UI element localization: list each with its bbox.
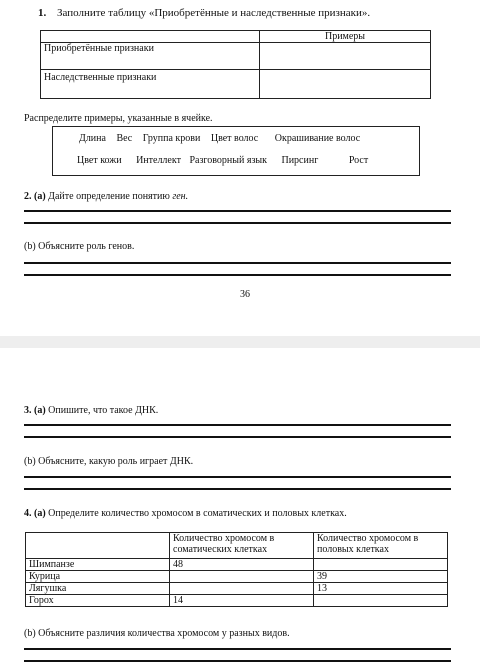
- somatic-count: 48: [170, 559, 314, 571]
- sex-cell-count-input[interactable]: [314, 595, 448, 607]
- chromosome-table-header: [26, 533, 448, 559]
- chromosome-row: [26, 595, 448, 607]
- example-item: Группа крови: [142, 133, 201, 144]
- q1-heading: [38, 7, 370, 19]
- traits-row-label: Приобретённые признаки: [41, 43, 260, 70]
- answer-line[interactable]: [24, 488, 451, 490]
- answer-line[interactable]: [24, 262, 451, 264]
- q3b-question: [24, 456, 193, 467]
- page-separator: [0, 336, 480, 348]
- q2b-label: (b): [24, 241, 36, 252]
- example-item: Длина: [79, 133, 106, 144]
- q4a-text: Определите количество хромосом в соматических и половых клетках.: [48, 508, 347, 519]
- q3a-label: 3. (а): [24, 405, 46, 416]
- examples-box: [52, 126, 420, 176]
- q4b-question: [24, 628, 290, 639]
- chromosome-row: [26, 559, 448, 571]
- chromosome-row: [26, 571, 448, 583]
- q1-text: Заполните таблицу «Приобретённые и наследственные признаки».: [57, 7, 371, 19]
- q3b-text: Объясните, какую роль играет ДНК.: [38, 456, 194, 467]
- q2a-label: 2. (а): [24, 191, 46, 202]
- q2a-term: ген.: [172, 191, 189, 202]
- example-item: Цвет кожи: [77, 155, 122, 166]
- example-item: Пирсинг: [281, 155, 319, 166]
- q2b-question: [24, 241, 134, 252]
- sex-cell-count-input[interactable]: [314, 559, 448, 571]
- answer-line[interactable]: [24, 222, 451, 224]
- answer-line[interactable]: [24, 274, 451, 276]
- q3a-text: Опишите, что такое ДНК.: [48, 405, 159, 416]
- traits-row-label: Наследственные признаки: [41, 70, 260, 99]
- chromosome-table: [25, 532, 448, 607]
- somatic-count-input[interactable]: [170, 571, 314, 583]
- q4b-label: (b): [24, 628, 36, 639]
- example-item: Вес: [116, 133, 133, 144]
- example-item: Разговорный язык: [189, 155, 267, 166]
- answer-line[interactable]: [24, 436, 451, 438]
- example-item: Окрашивание волос: [274, 133, 361, 144]
- traits-row-hereditary: [41, 70, 431, 99]
- answer-line[interactable]: [24, 648, 451, 650]
- traits-table-header: [41, 31, 431, 43]
- traits-header-examples: Примеры: [260, 31, 431, 43]
- chromosome-header-sex: Количество хромосом в половых клетках: [314, 533, 448, 559]
- traits-header-empty: [41, 31, 260, 43]
- chromosome-header-species: [26, 533, 170, 559]
- chromosome-row: [26, 583, 448, 595]
- traits-table: [40, 30, 431, 99]
- q4a-question: [24, 508, 347, 519]
- answer-line[interactable]: [24, 660, 451, 662]
- q2a-text: Дайте определение понятию: [48, 191, 170, 202]
- traits-answer-cell[interactable]: [260, 70, 431, 99]
- example-item: Рост: [348, 155, 369, 166]
- q4a-label: 4. (а): [24, 508, 46, 519]
- traits-answer-cell[interactable]: [260, 43, 431, 70]
- q3a-question: [24, 405, 158, 416]
- q1-number: 1.: [38, 7, 47, 19]
- somatic-count: 14: [170, 595, 314, 607]
- page-number: 36: [240, 289, 250, 300]
- species-name: Лягушка: [26, 583, 170, 595]
- answer-line[interactable]: [24, 424, 451, 426]
- traits-row-acquired: [41, 43, 431, 70]
- q4b-text: Объясните различия количества хромосом у разных видов.: [38, 628, 290, 639]
- somatic-count-input[interactable]: [170, 583, 314, 595]
- example-item: Интеллект: [136, 155, 181, 166]
- species-name: Шимпанзе: [26, 559, 170, 571]
- q2a-question: [24, 191, 188, 202]
- q1-instruction: Распределите примеры, указанные в ячейке.: [24, 113, 213, 124]
- sex-cell-count: 13: [314, 583, 448, 595]
- answer-line[interactable]: [24, 210, 451, 212]
- species-name: Курица: [26, 571, 170, 583]
- q2b-text: Объясните роль генов.: [38, 241, 135, 252]
- chromosome-header-somatic: Количество хромосом в соматических клетках: [170, 533, 314, 559]
- sex-cell-count: 39: [314, 571, 448, 583]
- answer-line[interactable]: [24, 476, 451, 478]
- species-name: Горох: [26, 595, 170, 607]
- examples-row-1: [79, 133, 360, 144]
- q3b-label: (b): [24, 456, 36, 467]
- examples-row-2: [77, 155, 368, 166]
- example-item: Цвет волос: [210, 133, 259, 144]
